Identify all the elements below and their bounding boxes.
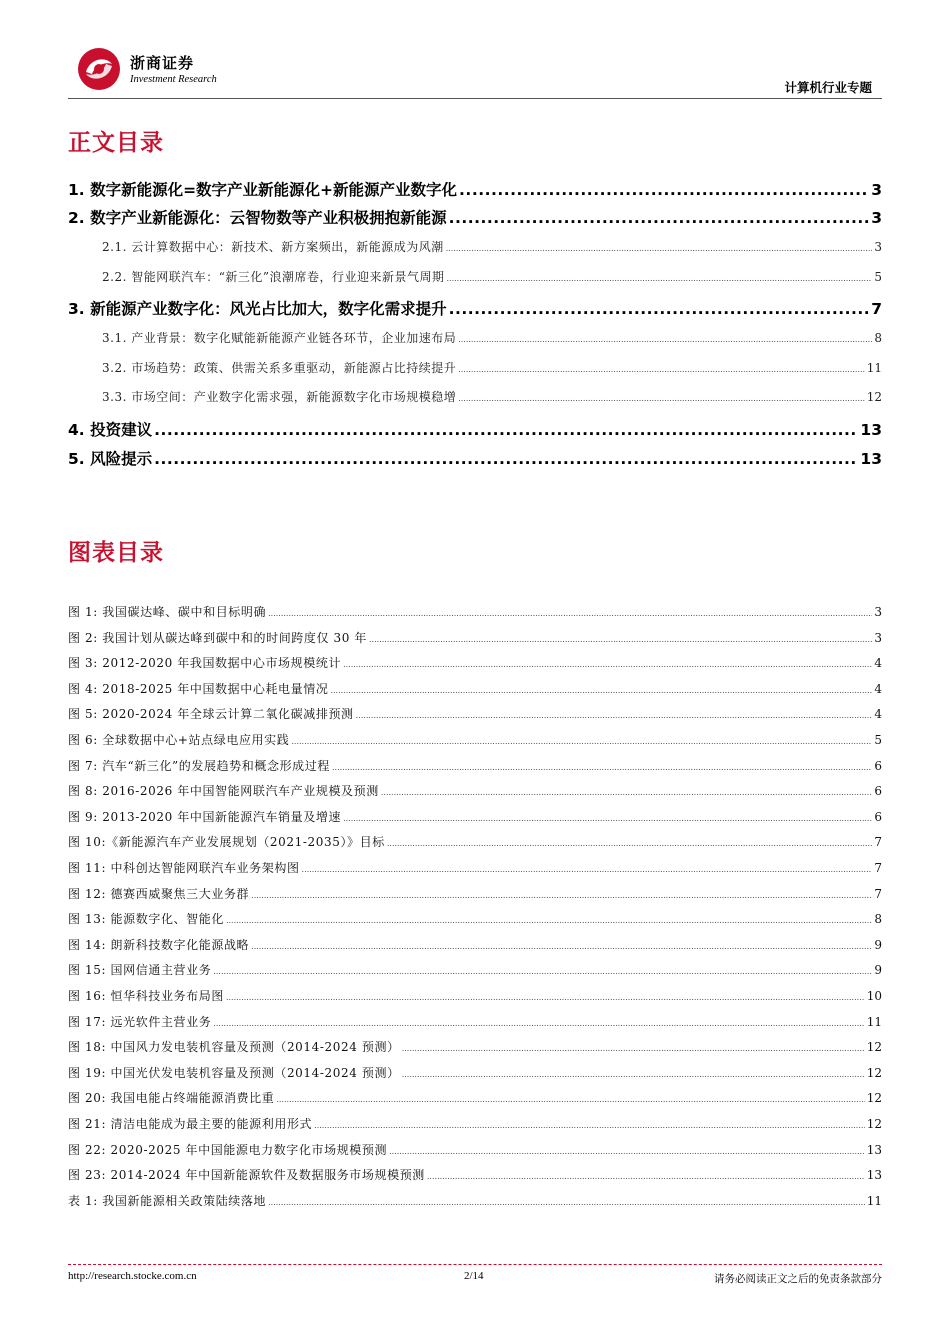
figure-entry-page: 12 bbox=[866, 1065, 882, 1080]
figure-entry[interactable] bbox=[68, 705, 882, 722]
figure-entry-page: 5 bbox=[874, 733, 882, 747]
dot-leader bbox=[356, 711, 873, 720]
figure-entry-label: 图 14: 朗新科技数字化能源战略 bbox=[68, 937, 250, 952]
figure-entry-page: 7 bbox=[874, 835, 882, 850]
company-logo-icon bbox=[76, 46, 122, 92]
figure-entry-label: 图 13: 能源数字化、智能化 bbox=[68, 912, 224, 927]
dot-leader bbox=[251, 891, 872, 900]
toc-subentry[interactable] bbox=[68, 238, 882, 255]
dot-leader bbox=[387, 839, 872, 848]
page-header bbox=[68, 38, 882, 98]
figure-entry[interactable] bbox=[68, 680, 882, 697]
figure-entry-label: 图 3: 2012-2020 年我国数据中心市场规模统计 bbox=[68, 656, 342, 671]
toc-entry-page: 3 bbox=[871, 181, 882, 199]
dot-leader bbox=[332, 763, 872, 772]
dot-leader bbox=[389, 1147, 865, 1156]
toc-entry-page: 3 bbox=[874, 240, 882, 254]
dot-leader bbox=[427, 1172, 865, 1181]
figure-entry[interactable] bbox=[68, 910, 882, 927]
brand-name: 浙商证券 bbox=[130, 54, 195, 72]
toc-title: 正文目录 bbox=[68, 130, 164, 156]
dot-leader bbox=[459, 181, 869, 199]
figure-entry-label: 图 9: 2013-2020 年中国新能源汽车销量及增速 bbox=[68, 809, 342, 824]
figure-entry-page: 12 bbox=[866, 1117, 882, 1131]
figure-entry-label: 图 20: 我国电能占终端能源消费比重 bbox=[68, 1091, 275, 1106]
header-divider bbox=[68, 98, 882, 99]
toc-entry-label: 5. 风险提示 bbox=[68, 450, 153, 468]
figure-entry-label: 图 2: 我国计划从碳达峰到碳中和的时间跨度仅 30 年 bbox=[68, 630, 368, 645]
toc-subentry[interactable] bbox=[68, 329, 882, 346]
figure-entry[interactable] bbox=[68, 1089, 882, 1106]
toc-entry-label: 1. 数字新能源化=数字产业新能源化+新能源产业数字化 bbox=[68, 181, 458, 199]
figure-entry-page: 3 bbox=[874, 605, 882, 619]
toc-entry-page: 13 bbox=[860, 450, 882, 468]
toc-entry-page: 3 bbox=[871, 209, 882, 227]
figure-entry-page: 8 bbox=[874, 912, 882, 927]
toc-entry-label: 3. 新能源产业数字化：风光占比加大，数字化需求提升 bbox=[68, 300, 447, 318]
figure-entry-label: 图 4: 2018-2025 年中国数据中心耗电量情况 bbox=[68, 681, 329, 696]
figure-entry-label: 图 6: 全球数据中心+站点绿电应用实践 bbox=[68, 733, 290, 747]
dot-leader bbox=[302, 865, 873, 874]
figure-entry-page: 9 bbox=[874, 963, 882, 978]
brand-subtitle: Investment Research bbox=[130, 74, 217, 85]
dot-leader bbox=[446, 244, 873, 253]
figure-entry[interactable] bbox=[68, 987, 882, 1004]
dot-leader bbox=[251, 942, 872, 951]
figure-entry[interactable] bbox=[68, 885, 882, 902]
figure-entry-page: 13 bbox=[866, 1142, 882, 1157]
figure-entry[interactable] bbox=[68, 1141, 882, 1158]
figure-entry-label: 图 12: 德赛西威聚焦三大业务群 bbox=[68, 886, 250, 901]
dot-leader bbox=[213, 967, 872, 976]
figure-entry-page: 9 bbox=[874, 937, 882, 952]
toc-entry-page: 11 bbox=[866, 361, 882, 375]
figure-entry[interactable] bbox=[68, 757, 882, 774]
dot-leader bbox=[276, 1095, 864, 1104]
figure-entry[interactable] bbox=[68, 936, 882, 953]
disclaimer-note: 请务必阅读正文之后的免责条款部分 bbox=[714, 1273, 882, 1285]
toc-entry[interactable] bbox=[68, 178, 882, 200]
toc-entry-page: 13 bbox=[860, 421, 882, 439]
figure-entry-page: 11 bbox=[866, 1193, 882, 1208]
figure-entry-label: 表 1: 我国新能源相关政策陆续落地 bbox=[68, 1193, 267, 1208]
figure-entry-label: 图 23: 2014-2024 年中国新能源软件及数据服务市场规模预测 bbox=[68, 1168, 425, 1183]
toc-entry[interactable] bbox=[68, 297, 882, 319]
figure-entry[interactable] bbox=[68, 1038, 882, 1055]
toc-subentry[interactable] bbox=[68, 388, 882, 405]
figure-entry-page: 7 bbox=[874, 861, 882, 875]
figure-entry-label: 图 11: 中科创达智能网联汽车业务架构图 bbox=[68, 861, 300, 875]
figure-entry[interactable] bbox=[68, 1166, 882, 1183]
dot-leader bbox=[381, 788, 873, 797]
figure-entry-label: 图 15: 国网信通主营业务 bbox=[68, 963, 212, 978]
figure-entry-label: 图 18: 中国风力发电装机容量及预测（2014-2024 预测） bbox=[68, 1040, 400, 1055]
figure-entry-page: 6 bbox=[874, 809, 882, 824]
dot-leader bbox=[402, 1070, 865, 1079]
dot-leader bbox=[154, 450, 858, 468]
figure-entry-page: 4 bbox=[874, 656, 882, 671]
figure-entry-label: 图 8: 2016-2026 年中国智能网联汽车产业规模及预测 bbox=[68, 784, 379, 799]
toc-entry-page: 7 bbox=[871, 300, 882, 318]
footer-divider bbox=[68, 1264, 882, 1265]
figure-entry[interactable] bbox=[68, 782, 882, 799]
figure-entry-page: 3 bbox=[874, 630, 882, 645]
figure-entry-label: 图 17: 远光软件主营业务 bbox=[68, 1014, 212, 1029]
dot-leader bbox=[330, 686, 872, 695]
figure-entry-page: 6 bbox=[874, 758, 882, 773]
figure-entry-label: 图 7: 汽车“新三化”的发展趋势和概念形成过程 bbox=[68, 758, 330, 773]
dot-leader bbox=[458, 335, 872, 344]
dot-leader bbox=[268, 609, 872, 618]
figure-entry-page: 7 bbox=[874, 886, 882, 901]
figure-entry[interactable] bbox=[68, 731, 882, 748]
figure-entry-page: 11 bbox=[866, 1014, 882, 1029]
toc-entry-label: 2.1. 云计算数据中心：新技术、新方案频出，新能源成为风潮 bbox=[102, 240, 444, 254]
figure-entry-label: 图 16: 恒华科技业务布局图 bbox=[68, 989, 224, 1003]
dot-leader bbox=[343, 660, 872, 669]
figure-entry-page: 12 bbox=[866, 1091, 882, 1106]
toc-entry-label: 2. 数字产业新能源化：云智物数等产业积极拥抱新能源 bbox=[68, 209, 447, 227]
figure-entry[interactable] bbox=[68, 654, 882, 671]
toc-entry[interactable] bbox=[68, 447, 882, 469]
dot-leader bbox=[449, 209, 870, 227]
dot-leader bbox=[268, 1198, 865, 1207]
figure-entry[interactable] bbox=[68, 629, 882, 646]
dot-leader bbox=[458, 394, 865, 403]
dot-leader bbox=[213, 1019, 864, 1028]
figure-entry-page: 13 bbox=[866, 1168, 882, 1183]
figure-entry-page: 4 bbox=[874, 681, 882, 696]
figure-entry[interactable] bbox=[68, 961, 882, 978]
dot-leader bbox=[291, 737, 872, 746]
figure-entry-page: 10 bbox=[866, 989, 882, 1003]
figure-entry-page: 4 bbox=[874, 707, 882, 722]
figure-entry[interactable] bbox=[68, 808, 882, 825]
figure-entry-page: 12 bbox=[866, 1040, 882, 1055]
toc-entry[interactable] bbox=[68, 206, 882, 228]
figure-entry[interactable] bbox=[68, 1064, 882, 1081]
figure-entry-label: 图 1: 我国碳达峰、碳中和目标明确 bbox=[68, 605, 267, 619]
figure-entry-label: 图 19: 中国光伏发电装机容量及预测（2014-2024 预测） bbox=[68, 1065, 400, 1080]
figure-entry[interactable] bbox=[68, 1013, 882, 1030]
dot-leader bbox=[402, 1044, 865, 1053]
dot-leader bbox=[447, 274, 873, 283]
page-number: 2/14 bbox=[464, 1270, 484, 1282]
figure-entry-label: 图 22: 2020-2025 年中国能源电力数字化市场规模预测 bbox=[68, 1142, 388, 1157]
toc-entry-label: 3.3. 市场空间：产业数字化需求强，新能源数字化市场规模稳增 bbox=[102, 390, 457, 404]
toc-entry-page: 12 bbox=[866, 390, 882, 404]
dot-leader bbox=[226, 916, 872, 925]
toc-entry-page: 5 bbox=[874, 270, 882, 284]
dot-leader bbox=[154, 421, 858, 439]
toc-entry-page: 8 bbox=[874, 331, 882, 345]
toc-entry-label: 3.1. 产业背景：数字化赋能新能源产业链各环节，企业加速布局 bbox=[102, 331, 457, 345]
figure-entry-label: 图 21: 清洁电能成为最主要的能源利用形式 bbox=[68, 1117, 313, 1131]
report-type: 计算机行业专题 bbox=[784, 80, 872, 95]
dot-leader bbox=[449, 300, 870, 318]
dot-leader bbox=[369, 635, 872, 644]
dot-leader bbox=[314, 1121, 865, 1130]
figure-entry-label: 图 10:《新能源汽车产业发展规划（2021-2035）》目标 bbox=[68, 835, 385, 850]
figure-entry-label: 图 5: 2020-2024 年全球云计算二氧化碳减排预测 bbox=[68, 707, 354, 722]
figure-list-title: 图表目录 bbox=[68, 540, 164, 566]
figure-entry[interactable] bbox=[68, 833, 882, 850]
toc-subentry[interactable] bbox=[68, 268, 882, 285]
dot-leader bbox=[458, 365, 865, 374]
figure-entry[interactable] bbox=[68, 859, 882, 876]
dot-leader bbox=[226, 993, 865, 1002]
figure-entry[interactable] bbox=[68, 1192, 882, 1209]
toc-entry-label: 2.2. 智能网联汽车：“新三化”浪潮席卷，行业迎来新景气周期 bbox=[102, 270, 445, 284]
toc-entry-label: 4. 投资建议 bbox=[68, 421, 153, 439]
toc-entry[interactable] bbox=[68, 418, 882, 440]
dot-leader bbox=[343, 814, 872, 823]
footer-url[interactable]: http://research.stocke.com.cn bbox=[68, 1270, 197, 1282]
toc-subentry[interactable] bbox=[68, 359, 882, 376]
figure-entry[interactable] bbox=[68, 603, 882, 620]
figure-entry-page: 6 bbox=[874, 784, 882, 799]
toc-entry-label: 3.2. 市场趋势：政策、供需关系多重驱动，新能源占比持续提升 bbox=[102, 361, 457, 375]
figure-entry[interactable] bbox=[68, 1115, 882, 1132]
